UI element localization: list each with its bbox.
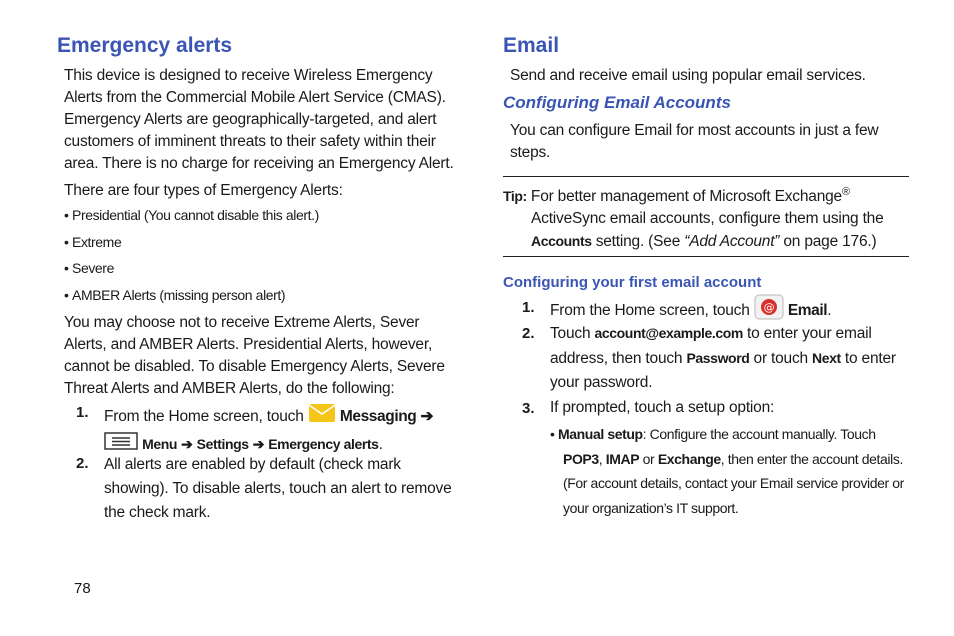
configuring-email-accounts-heading: Configuring Email Accounts [503, 93, 731, 112]
email-step-1-text: From the Home screen, touch @ Email. [550, 294, 910, 328]
step-number: 1. [76, 404, 89, 421]
email-step-2-text: Touch account@example.com to enter your email address, then touch Password or touch Next to enter your password. [550, 325, 896, 391]
tip-top-divider [503, 176, 909, 177]
list-item: • Presidential (You cannot disable this alert.) [64, 207, 319, 223]
step-2-text: All alerts are enabled by default (check mark showing). To disable alerts, touch an alert to remove the check mark. [104, 456, 452, 521]
step-number: 2. [76, 455, 89, 472]
step-number: 1. [522, 299, 535, 316]
step-1-text: From the Home screen, touch Messaging ➔ Menu ➔ Settings ➔ Emergency alerts. [104, 402, 464, 458]
list-item: • Extreme [64, 234, 122, 250]
list-item: • Manual setup: Configure the account manually. Touch POP3, IMAP or Exchange, then enter the account details. (For account details, contact your Email service provider or your organization’s IT support. [550, 426, 904, 516]
email-heading: Email [503, 34, 560, 57]
tip-bottom-divider [503, 256, 909, 257]
emergency-alerts-heading: Emergency alerts [57, 34, 233, 57]
first-email-account-heading: Configuring your first email account [503, 274, 762, 291]
email-intro: Send and receive email using popular email services. [510, 67, 866, 84]
step-number: 3. [522, 400, 535, 417]
tip-note: Tip: For better management of Microsoft Exchange® ActiveSync email accounts, configure them using the Accounts setting. (See “Add Account” on page 176.) [503, 186, 884, 251]
messaging-icon [308, 402, 336, 432]
list-item: • Severe [64, 260, 114, 276]
choose-text: You may choose not to receive Extreme Alerts, Sever Alerts, and AMBER Alerts. Presidential Alerts, however, cannot be disabled. To disable Emergency Alerts, Severe Threat Alerts and AMBER Alerts, do the following: [64, 314, 445, 397]
svg-text:@: @ [763, 301, 775, 314]
page-number: 78 [74, 580, 91, 597]
step-number: 2. [522, 325, 535, 342]
types-intro: There are four types of Emergency Alerts: [64, 182, 343, 199]
email-step-3-text: If prompted, touch a setup option: [550, 399, 775, 416]
config-text: You can configure Email for most accounts in just a few steps. [510, 122, 879, 161]
emergency-intro: This device is designed to receive Wireless Emergency Alerts from the Commercial Mobile Alert Service (CMAS). Emergency Alerts are geographically-targeted, and alert customers of imminent threats to their safety within their area. There is no charge for receiving an Emergency Alert. [64, 67, 454, 172]
list-item: • AMBER Alerts (missing person alert) [64, 287, 286, 303]
